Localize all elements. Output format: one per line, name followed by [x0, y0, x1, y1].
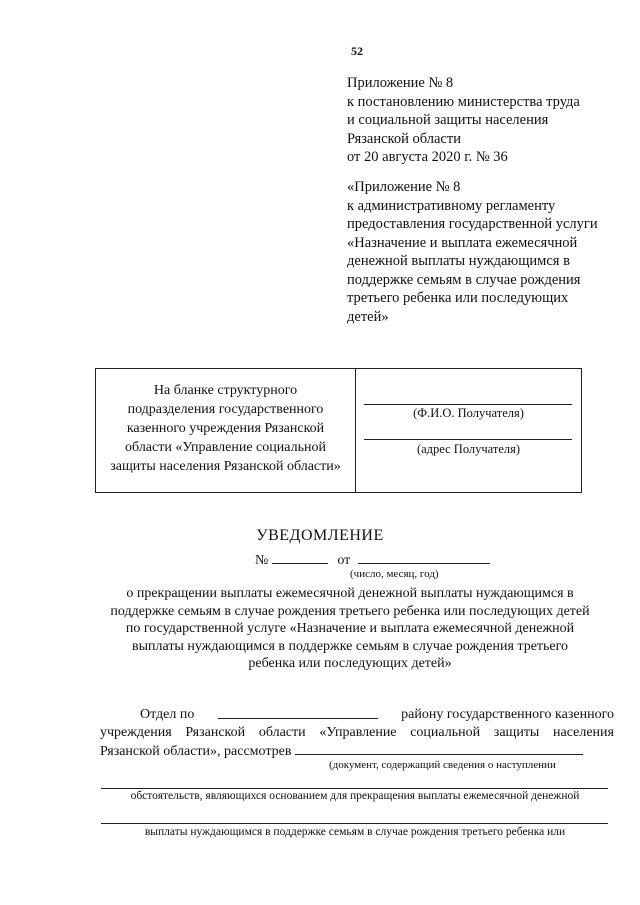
appendix-regulation-line: поддержке семьям в случае рождения	[347, 271, 581, 288]
appendix-regulation-line: к административному регламенту	[347, 197, 556, 214]
body-word: Рязанской	[185, 725, 246, 740]
appendix-regulation-line: «Приложение № 8	[347, 179, 461, 195]
letterhead-line: области «Управление социальной	[125, 440, 326, 455]
notice-subject	[90, 585, 610, 673]
recipient-cell	[356, 369, 581, 492]
document-field[interactable]	[295, 742, 583, 755]
body-word: населения	[553, 725, 614, 740]
recipient-name-label: (Ф.И.О. Получателя)	[413, 406, 524, 420]
number-sign: №	[255, 553, 269, 568]
notice-subject-line: о прекращении выплаты ежемесячной денежной выплаты нуждающимся в	[126, 586, 574, 601]
notice-subject-line: выплаты нуждающимся в поддержке семьям в случае рождения третьего	[131, 638, 569, 654]
dept-prefix: Отдел по	[140, 707, 195, 722]
appendix-regulation-line: «Назначение и выплата ежемесячной	[347, 234, 578, 251]
notice-number-row	[255, 551, 490, 569]
page-number: 52	[351, 44, 363, 58]
body-line-1	[100, 706, 614, 724]
document-hint: (документ, содержащий сведения о наступлении	[329, 759, 556, 771]
document-field-line[interactable]	[101, 823, 608, 824]
appendix-header-line: от 20 августа 2020 г. № 36	[347, 149, 508, 165]
body-word: защиты	[493, 725, 540, 740]
recipient-address-label: (адрес Получателя)	[416, 442, 521, 456]
appendix-regulation	[347, 178, 598, 326]
body-paragraph	[100, 706, 614, 761]
body-line-3-text: Рязанской области», рассмотрев	[100, 744, 292, 759]
appendix-regulation-line: третьего ребенка или последующих	[347, 290, 569, 306]
footer-line-2: выплаты нуждающимся в поддержке семьям в случае рождения третьего ребенка или	[144, 826, 566, 838]
dept-suffix: району государственного казенного	[401, 707, 614, 722]
document-field-line[interactable]	[101, 788, 608, 789]
body-word: «Управление	[319, 725, 397, 740]
from-label: от	[337, 553, 351, 568]
notice-subject-line: ребенка или последующих детей»	[248, 656, 452, 671]
appendix-header-line: Рязанской области	[347, 130, 461, 147]
footer-line-1: обстоятельств, являющихся основанием для прекращения выплаты ежемесячной денежной	[130, 790, 580, 802]
district-field[interactable]	[218, 706, 378, 719]
recipient-name-field[interactable]	[364, 404, 572, 405]
appendix-regulation-line: детей»	[347, 308, 389, 325]
letterhead-line: подразделения государственного	[127, 402, 324, 417]
letterhead-line: защиты населения Рязанской области»	[110, 459, 341, 474]
body-line-2	[100, 724, 614, 742]
letterhead-cell	[96, 369, 356, 492]
appendix-header-line: и социальной защиты населения	[347, 112, 549, 128]
appendix-regulation-line: денежной выплаты нуждающимся в	[347, 253, 570, 269]
appendix-header	[347, 74, 580, 167]
appendix-regulation-line: предоставления государственной услуги	[347, 216, 598, 232]
notice-number-field[interactable]	[272, 551, 328, 564]
letterhead-line: На бланке структурного	[153, 383, 298, 398]
recipient-address-field[interactable]	[364, 439, 572, 440]
letterhead-line: казенного учреждения Рязанской	[126, 421, 325, 436]
date-hint: (число, месяц, год)	[350, 568, 439, 580]
notice-date-field[interactable]	[358, 551, 490, 564]
notice-subject-line: поддержке семьям в случае рождения третьего ребенка или последующих детей	[110, 603, 590, 619]
letterhead-text	[96, 381, 355, 476]
appendix-header-line: Приложение № 8	[347, 75, 454, 91]
body-word: социальной	[410, 725, 481, 740]
letterhead-table	[95, 368, 582, 493]
notice-subject-line: по государственной услуге «Назначение и выплата ежемесячной денежной	[125, 621, 575, 636]
notice-title: УВЕДОМЛЕНИЕ	[256, 527, 384, 544]
appendix-header-line: к постановлению министерства труда	[347, 93, 580, 110]
body-word: области	[258, 725, 306, 740]
body-word: учреждения	[100, 725, 172, 740]
